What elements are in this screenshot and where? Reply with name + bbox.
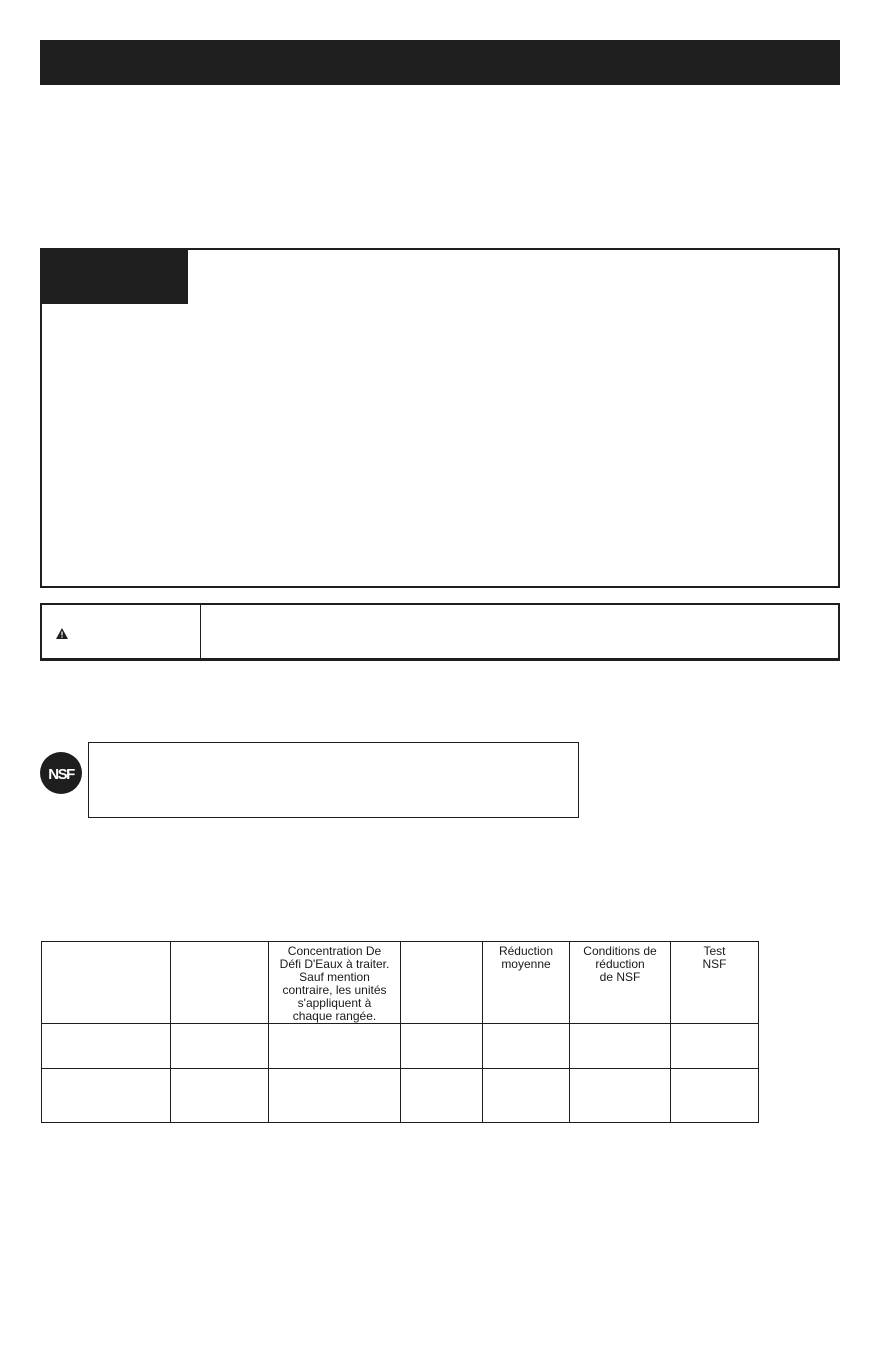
header-cell xyxy=(401,942,483,1024)
table-cell xyxy=(171,1069,269,1123)
performance-table xyxy=(41,941,759,1123)
table-cell xyxy=(269,1024,401,1069)
table-cell xyxy=(483,1069,570,1123)
header-cell: Conditions de réduction de NSF xyxy=(570,942,671,1024)
header-cell: Concentration De Défi D'Eaux à traiter. Sauf mention contraire, les unités s'appliquent à chaque rangée. xyxy=(269,942,401,1024)
table-cell xyxy=(483,1024,570,1069)
table-cell xyxy=(171,1024,269,1069)
info-box-tab xyxy=(42,250,188,304)
header-cell: Réduction moyenne xyxy=(483,942,570,1024)
nsf-logo xyxy=(40,752,82,794)
table-cell xyxy=(42,1024,171,1069)
header-cell: Test NSF xyxy=(671,942,759,1024)
warning-triangle-icon xyxy=(56,628,68,639)
header-cell xyxy=(171,942,269,1024)
caution-label-cell xyxy=(42,605,201,658)
table-header-row xyxy=(42,942,759,1024)
table-cell xyxy=(401,1024,483,1069)
table-cell xyxy=(570,1024,671,1069)
table-cell xyxy=(671,1069,759,1123)
table-cell xyxy=(269,1069,401,1123)
table-cell xyxy=(401,1069,483,1123)
header-cell xyxy=(42,942,171,1024)
table-cell xyxy=(42,1069,171,1123)
table-cell xyxy=(671,1024,759,1069)
table-row xyxy=(42,1069,759,1123)
info-box xyxy=(40,248,840,588)
caution-box xyxy=(40,603,840,661)
nsf-certification-box xyxy=(88,742,579,818)
table-row xyxy=(42,1024,759,1069)
title-bar xyxy=(40,40,840,85)
table-cell xyxy=(570,1069,671,1123)
svg-text:NSF: NSF xyxy=(48,766,74,783)
